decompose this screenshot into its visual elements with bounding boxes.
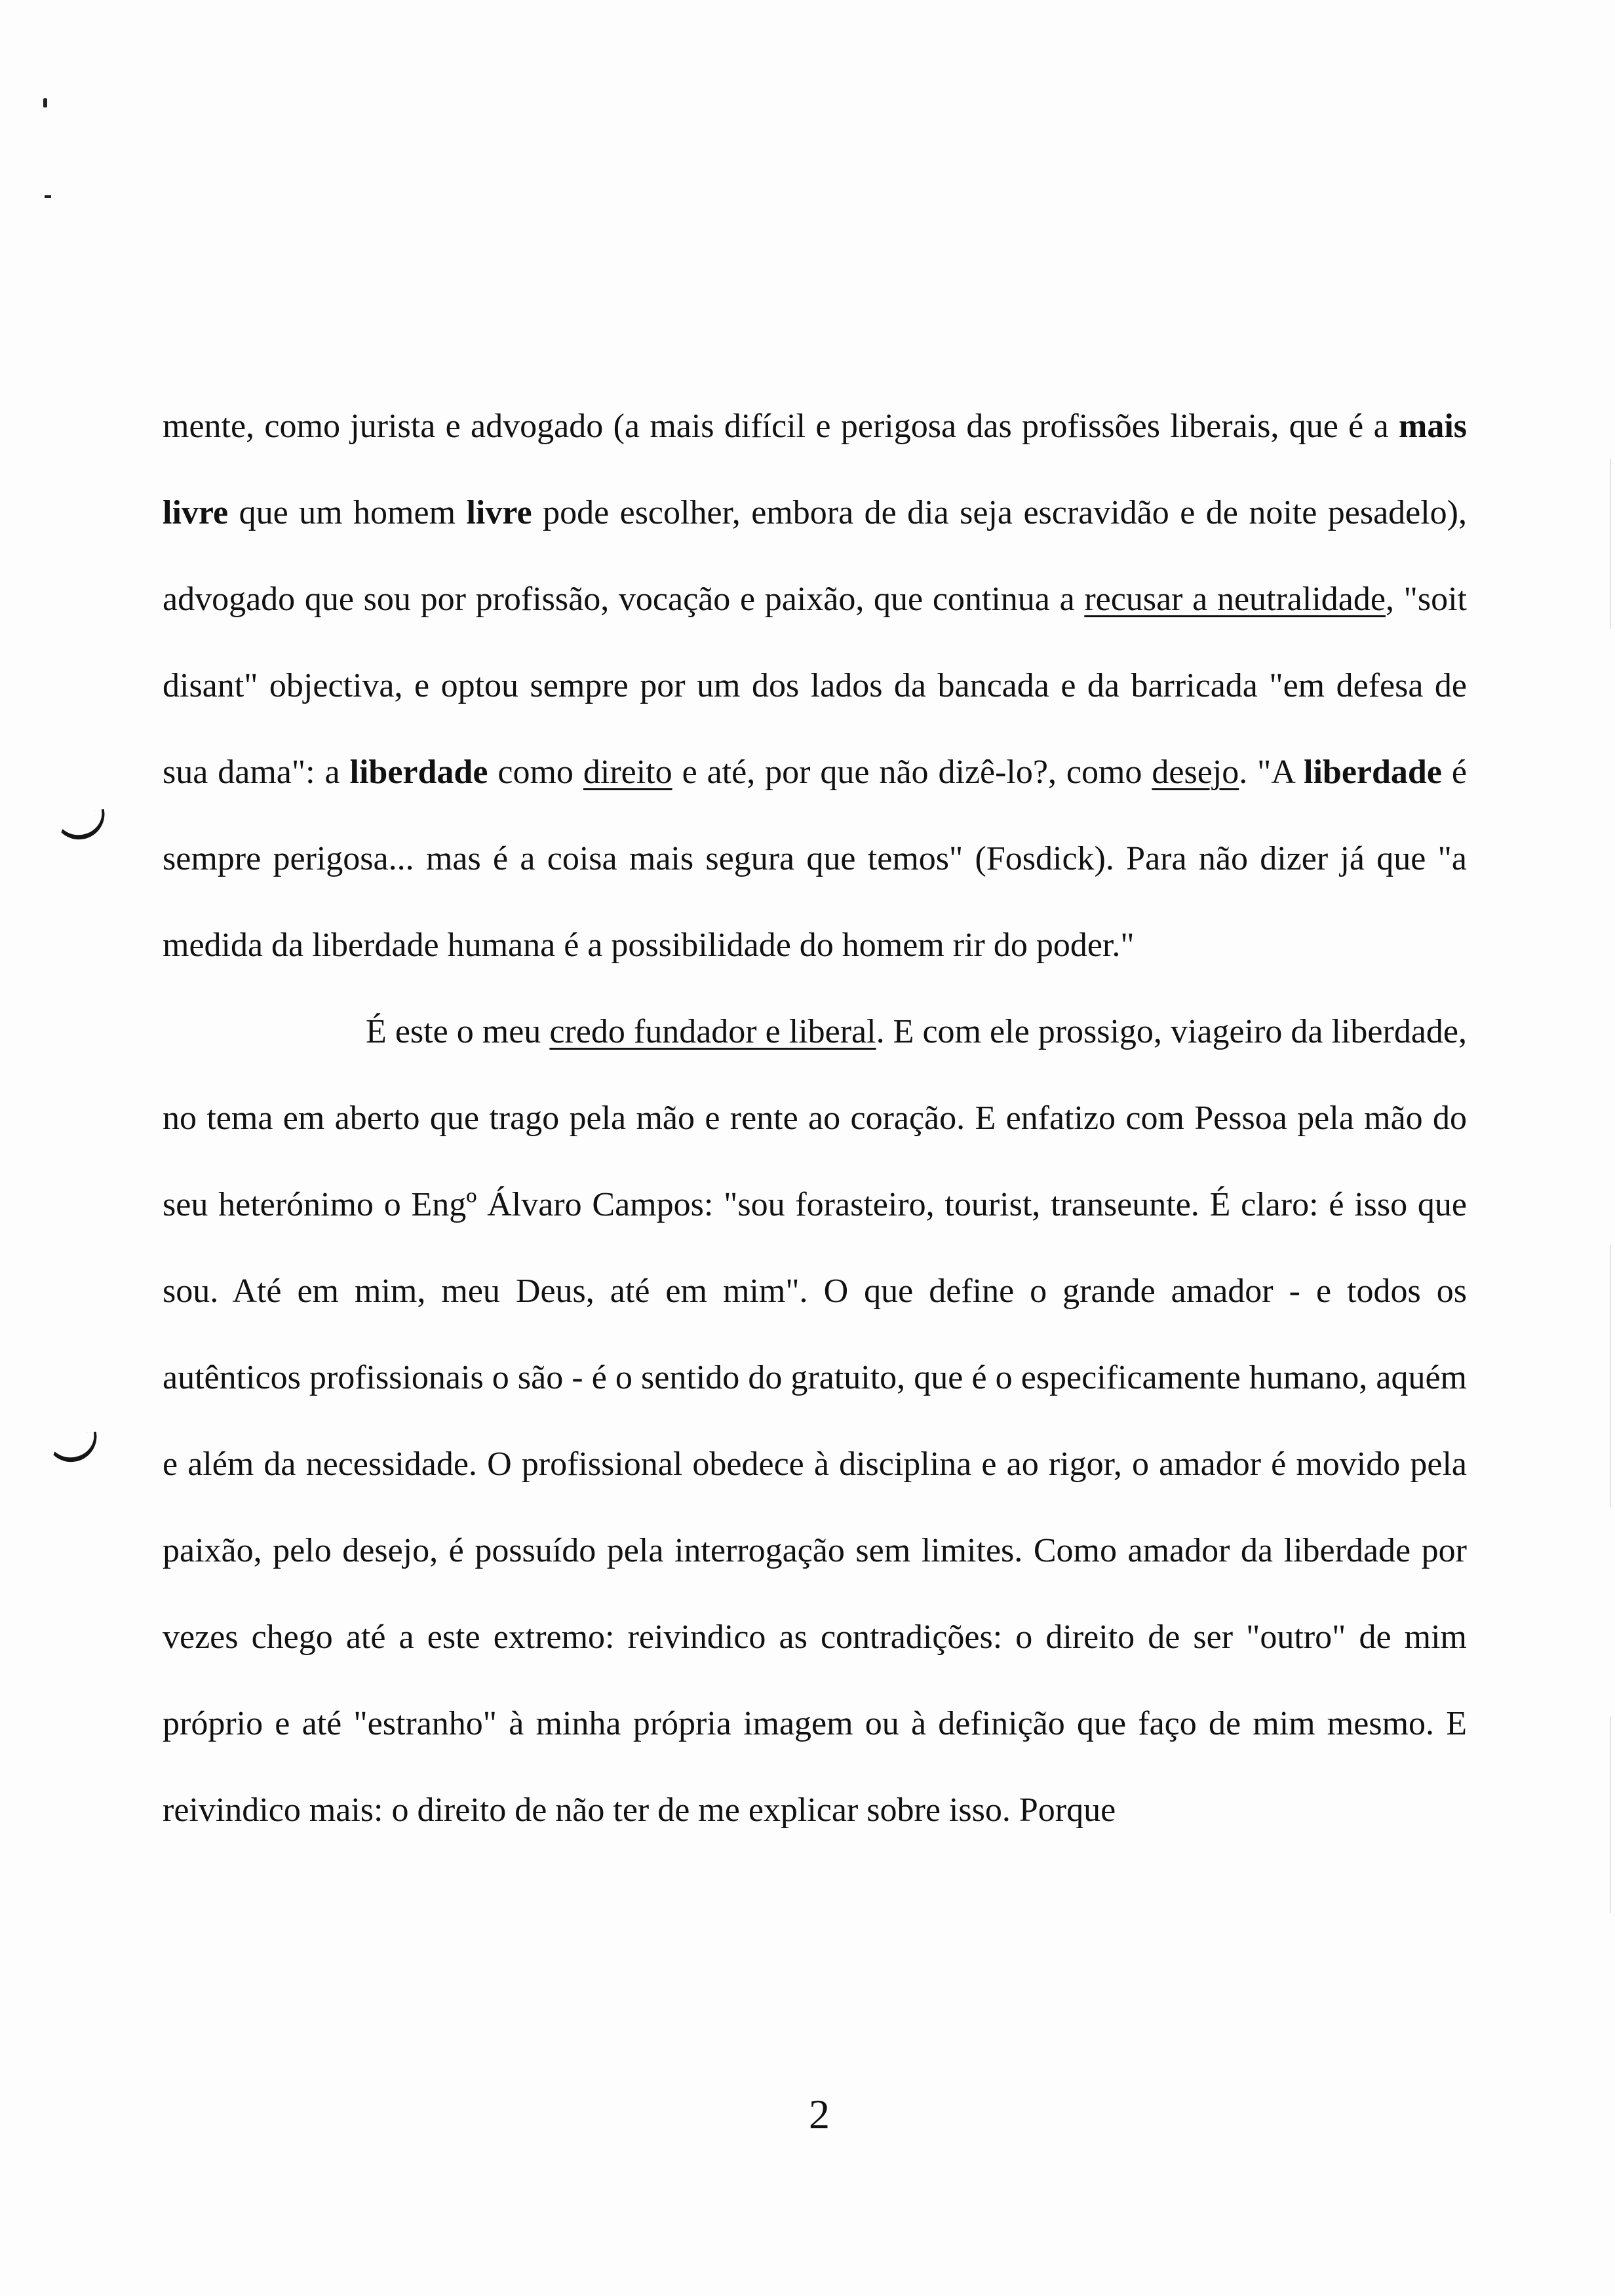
paragraph	[163, 989, 1467, 1854]
scan-edge-line	[1610, 459, 1611, 629]
scan-edge-line	[1610, 1245, 1611, 1507]
body-text	[163, 383, 1467, 1854]
handwritten-check-mark	[46, 1432, 100, 1465]
text-run: que um homem	[228, 494, 467, 531]
underlined-text: direito	[583, 754, 672, 791]
text-run: é sempre perigosa... mas é a coisa mais segura que temos" (Fosdick). Para não dizer já que "a medida da liberdade humana é a possibilidade do homem rir do poder."	[163, 754, 1467, 964]
text-run: , "soit disant" objectiva, e optou sempre por um dos lados da bancada e da barricada "em defesa de sua dama": a	[163, 581, 1467, 791]
paragraph	[163, 383, 1467, 989]
text-run: É este o meu	[366, 1013, 550, 1050]
bold-text: livre	[466, 494, 532, 531]
bold-text: liberdade	[1304, 754, 1442, 791]
text-run: como	[488, 754, 583, 791]
text-run: pode escolher, embora de dia seja escravidão e de noite pesadelo), advogado que sou por profissão, vocação e paixão, que continua a	[163, 494, 1467, 618]
page-number: 2	[809, 2091, 830, 2137]
underlined-text: credo fundador e liberal	[549, 1013, 876, 1050]
underlined-text: recusar a neutralidade	[1084, 581, 1386, 618]
text-run: . "A	[1239, 754, 1304, 791]
bold-text: mais livre	[163, 408, 1467, 531]
bold-text: liberdade	[349, 754, 488, 791]
scan-edge-line	[1610, 1717, 1611, 1913]
text-run: . E com ele prossigo, viageiro da liberdade, no tema em aberto que trago pela mão e rente ao coração. E enfatizo com Pessoa pela mão do seu heterónimo o Engº Álvaro Campos: "sou forasteiro, tourist, transeunte. É claro: é isso que sou. Até em mim, meu Deus, até em mim". O que define o grande amador - e todos os autênticos profissionais o são - é o sentido do gratuito, que é o especificamente humano, aquém e além da necessidade. O profissional obedece à disciplina e ao rigor, o amador é movido pela paixão, pelo desejo, é possuído pela interrogação sem limites. Como amador da liberdade por vezes chego até a este extremo: reivindico as contradições: o direito de ser "outro" de mim próprio e até "estranho" à minha própria imagem ou à definição que faço de mim mesmo. E reivindico mais: o direito de não ter de me explicar sobre isso. Porque	[163, 1013, 1467, 1829]
text-run: mente, como jurista e advogado (a mais difícil e perigosa das profissões liberais, que é a	[163, 408, 1399, 445]
margin-mark	[45, 195, 51, 198]
text-run: e até, por que não dizê-lo?, como	[672, 754, 1152, 791]
underlined-text: desejo	[1152, 754, 1239, 791]
handwritten-check-mark	[54, 809, 108, 843]
margin-mark	[43, 98, 47, 107]
